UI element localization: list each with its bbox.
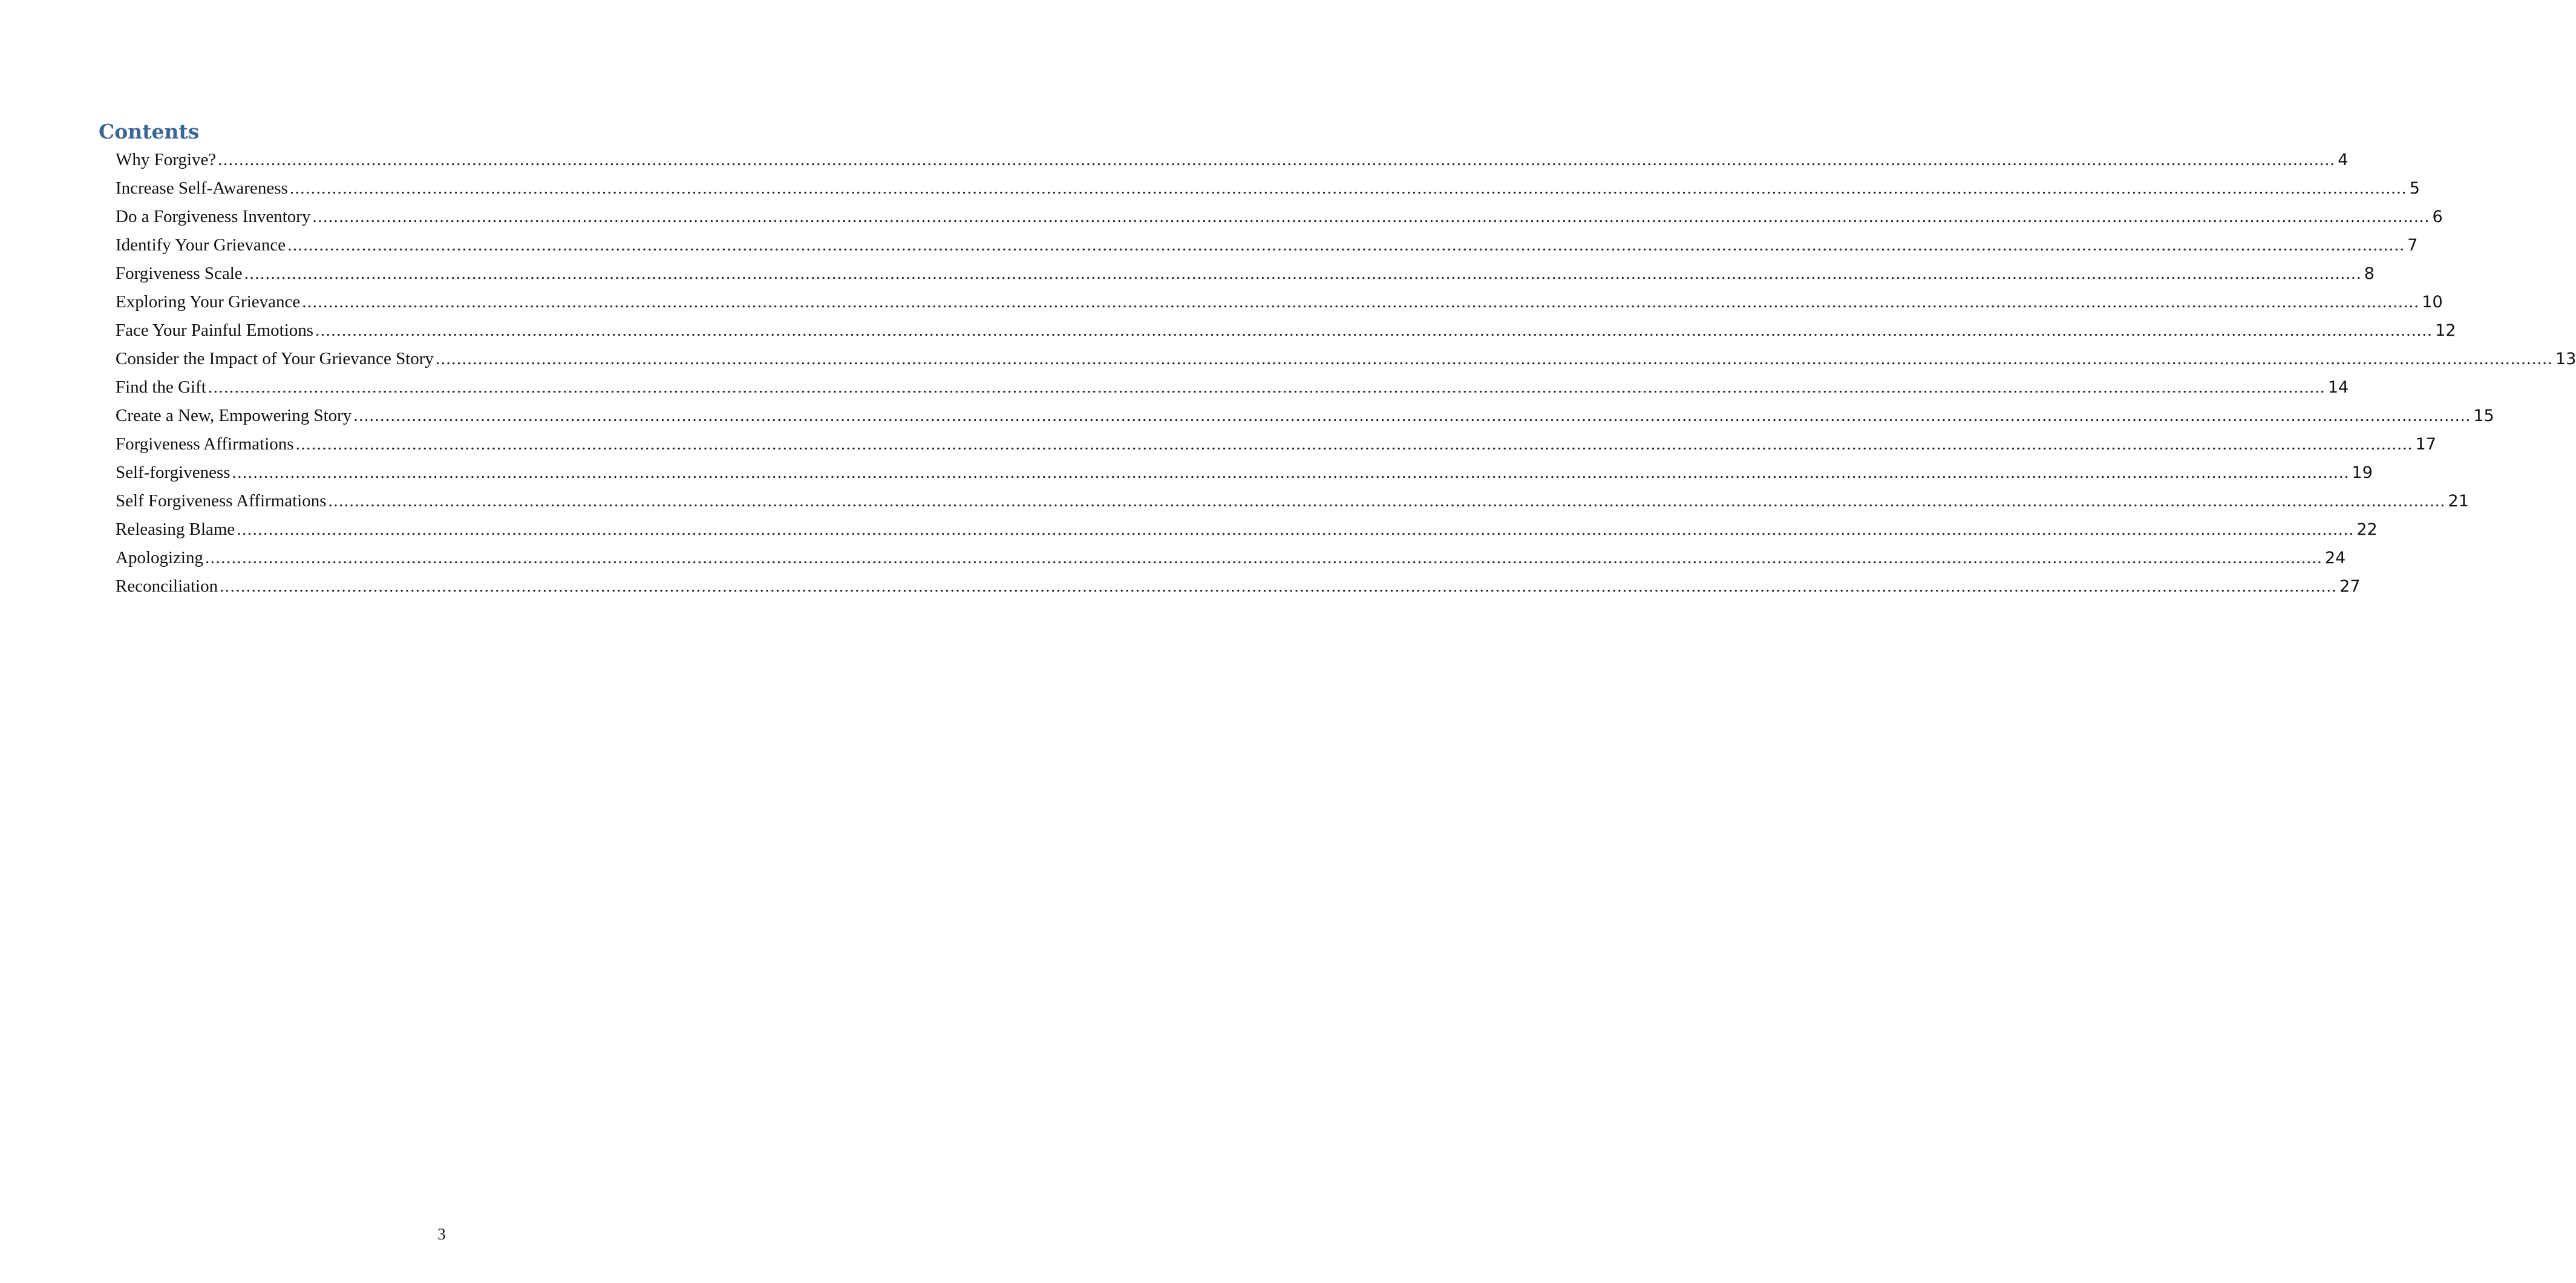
toc-dot-leader: ................................................................................................................................................................................................................................................................................................................................................................................................................ <box>435 349 2553 368</box>
toc-entry-page-number[interactable]: 21 <box>2448 492 2469 511</box>
toc-dot-leader: ................................................................................................................................................................................................................................................................................................................................................................................................................ <box>244 264 2362 283</box>
toc-entry-page-number[interactable]: 14 <box>2327 378 2349 397</box>
toc-entry[interactable] <box>116 575 2361 603</box>
toc-entry-label[interactable]: Reconciliation <box>116 576 218 596</box>
toc-dot-leader: ................................................................................................................................................................................................................................................................................................................................................................................................................ <box>353 406 2471 425</box>
toc-entry-label[interactable]: Releasing Blame <box>116 520 235 539</box>
toc-dot-leader: ................................................................................................................................................................................................................................................................................................................................................................................................................ <box>232 463 2350 482</box>
toc-entry-page-number[interactable]: 24 <box>2325 549 2346 567</box>
toc-dot-leader: ................................................................................................................................................................................................................................................................................................................................................................................................................ <box>295 434 2413 454</box>
toc-list <box>116 148 2576 603</box>
toc-dot-leader: ................................................................................................................................................................................................................................................................................................................................................................................................................ <box>315 321 2433 340</box>
toc-entry-label[interactable]: Forgiveness Affirmations <box>116 434 294 454</box>
toc-entry-page-number[interactable]: 22 <box>2356 520 2378 539</box>
toc-entry-label[interactable]: Apologizing <box>116 548 203 567</box>
toc-entry[interactable] <box>116 376 2349 404</box>
toc-entry-label[interactable]: Face Your Painful Emotions <box>116 321 314 340</box>
toc-entry[interactable] <box>116 233 2418 262</box>
toc-entry-label[interactable]: Identify Your Grievance <box>116 235 286 255</box>
toc-dot-leader: ................................................................................................................................................................................................................................................................................................................................................................................................................ <box>328 491 2446 511</box>
toc-entry[interactable] <box>116 404 2494 433</box>
toc-entry-page-number[interactable]: 19 <box>2352 463 2373 482</box>
toc-entry[interactable] <box>116 177 2420 205</box>
toc-entry-label[interactable]: Create a New, Empowering Story <box>116 406 352 425</box>
toc-entry[interactable] <box>116 433 2436 461</box>
toc-dot-leader: ................................................................................................................................................................................................................................................................................................................................................................................................................ <box>287 235 2405 255</box>
toc-entry-page-number[interactable]: 4 <box>2338 151 2349 169</box>
toc-entry[interactable] <box>116 148 2349 177</box>
toc-entry-page-number[interactable]: 8 <box>2364 264 2375 283</box>
toc-entry-label[interactable]: Self Forgiveness Affirmations <box>116 491 327 511</box>
toc-entry-page-number[interactable]: 7 <box>2407 236 2418 255</box>
toc-entry[interactable] <box>116 205 2443 233</box>
toc-dot-leader: ................................................................................................................................................................................................................................................................................................................................................................................................................ <box>218 150 2336 169</box>
toc-entry-page-number[interactable]: 10 <box>2422 293 2443 312</box>
toc-entry[interactable] <box>116 461 2373 489</box>
toc-dot-leader: ................................................................................................................................................................................................................................................................................................................................................................................................................ <box>205 548 2323 567</box>
toc-dot-leader: ................................................................................................................................................................................................................................................................................................................................................................................................................ <box>237 520 2355 539</box>
toc-dot-leader: ................................................................................................................................................................................................................................................................................................................................................................................................................ <box>302 292 2420 312</box>
toc-dot-leader: ................................................................................................................................................................................................................................................................................................................................................................................................................ <box>208 377 2326 397</box>
toc-entry[interactable] <box>116 518 2378 546</box>
toc-entry-label[interactable]: Increase Self-Awareness <box>116 178 288 198</box>
toc-dot-leader: ................................................................................................................................................................................................................................................................................................................................................................................................................ <box>312 207 2430 226</box>
toc-entry[interactable] <box>116 262 2375 290</box>
toc-entry[interactable] <box>116 319 2456 347</box>
toc-entry-page-number[interactable]: 6 <box>2432 207 2443 226</box>
toc-entry[interactable] <box>116 546 2346 575</box>
toc-entry-label[interactable]: Consider the Impact of Your Grievance Story <box>116 349 434 368</box>
toc-entry-page-number[interactable]: 27 <box>2339 577 2361 596</box>
toc-title: Contents <box>99 120 200 143</box>
toc-dot-leader: ................................................................................................................................................................................................................................................................................................................................................................................................................ <box>289 178 2407 198</box>
toc-entry-label[interactable]: Self-forgiveness <box>116 463 230 482</box>
toc-entry-label[interactable]: Do a Forgiveness Inventory <box>116 207 311 226</box>
toc-entry-label[interactable]: Forgiveness Scale <box>116 264 243 283</box>
toc-entry-label[interactable]: Find the Gift <box>116 377 206 397</box>
toc-entry[interactable] <box>116 290 2443 319</box>
toc-entry-page-number[interactable]: 5 <box>2409 179 2420 198</box>
page-number: 3 <box>437 1225 446 1243</box>
toc-entry-page-number[interactable]: 17 <box>2415 435 2436 454</box>
toc-entry[interactable] <box>116 489 2469 518</box>
toc-entry-label[interactable]: Why Forgive? <box>116 150 217 169</box>
toc-entry-page-number[interactable]: 13 <box>2555 350 2576 368</box>
toc-dot-leader: ................................................................................................................................................................................................................................................................................................................................................................................................................ <box>220 576 2338 596</box>
toc-entry-label[interactable]: Exploring Your Grievance <box>116 292 301 312</box>
toc-entry-page-number[interactable]: 15 <box>2473 406 2494 425</box>
toc-entry-page-number[interactable]: 12 <box>2435 321 2456 340</box>
toc-entry[interactable] <box>116 347 2576 376</box>
